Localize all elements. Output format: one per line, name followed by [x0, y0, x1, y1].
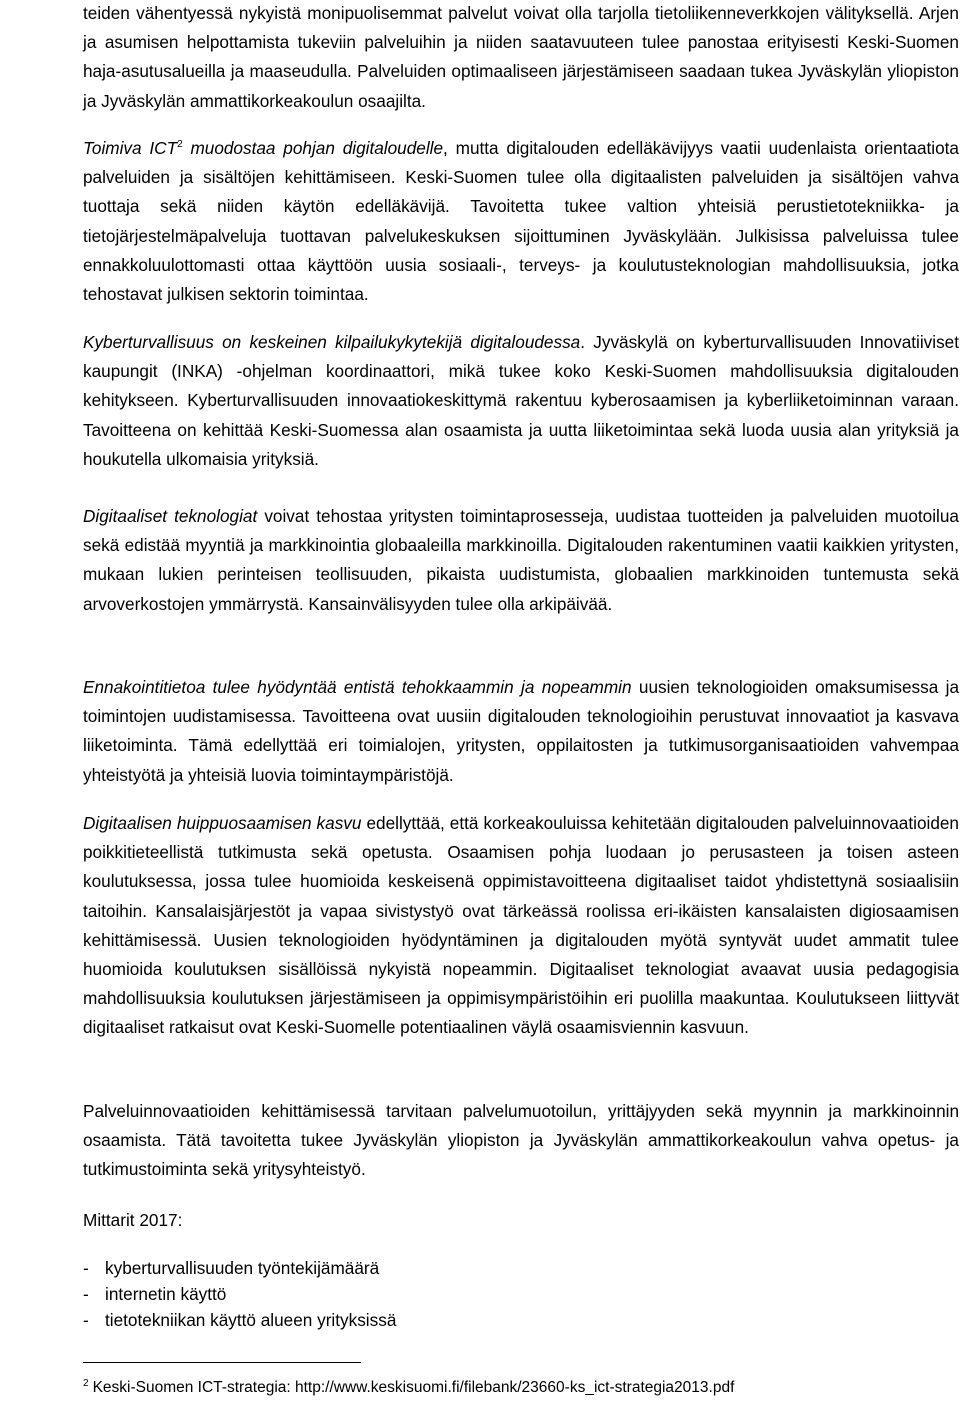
- list-item-text: internetin käyttö: [105, 1284, 227, 1304]
- paragraph-innovation: [83, 1097, 959, 1185]
- metrics-heading: [83, 1206, 959, 1235]
- footnote-number: 2: [83, 1378, 89, 1389]
- paragraph-ict: [83, 134, 959, 309]
- paragraph-text: teiden vähentyessä nykyistä monipuolisemmat palvelut voivat olla tarjolla tietoliikenneverkkojen välityksellä. Arjen ja asumisen helpottamista tukeviin palveluihin ja niiden saatavuuteen tulee panostaa erityisesti Keski-Suomen haja-asutusalueilla ja maaseudulla. Palveluiden optimaaliseen järjestämiseen saadaan tukea Jyväskylän yliopiston ja Jyväskylän ammattikorkeakoulun osaajilta.: [83, 3, 959, 111]
- emphasis-cyber: Kyberturvallisuus on keskeinen kilpailukykytekijä digitaloudessa: [83, 332, 581, 352]
- paragraph-tech: [83, 502, 959, 619]
- list-dash: -: [83, 1310, 89, 1330]
- paragraph-foresight: [83, 673, 959, 790]
- emphasis-tech: Digitaaliset teknologiat: [83, 506, 258, 526]
- paragraph-services: [83, 0, 959, 116]
- list-dash: -: [83, 1258, 89, 1278]
- paragraph-text: , mutta digitalouden edelläkävijyys vaatii uudenlaista orientaatiota palveluiden ja sisältöjen kehittämiseen. Keski-Suomen tulee olla digitaalisten palveluiden ja sisältöjen vahva tuottaja sekä niiden käytön edelläkävijä. Tavoitetta tukee valtion yhteisiä perustietotekniikka- ja tietojärjestelmäpalveluja tuottavan palvelukeskuksen sijoittuminen Jyväskylään. Julkisissa palveluissa tulee ennakkoluulottomasti ottaa käyttöön uusia sosiaali-, terveys- ja koulutusteknologian mahdollisuuksia, jotka tehostavat julkisen sektorin toimintaa.: [83, 138, 959, 305]
- footnote-text[interactable]: Keski-Suomen ICT-strategia: http://www.keskisuomi.fi/filebank/23660-ks_ict-strategia2013.pdf: [92, 1379, 735, 1396]
- list-item: [83, 1281, 396, 1307]
- paragraph-text: Palveluinnovaatioiden kehittämisessä tarvitaan palvelumuotoilun, yrittäjyyden sekä myynnin ja markkinoinnin osaamista. Tätä tavoitetta tukee Jyväskylän yliopiston ja Jyväskylän ammattikorkeakoulun vahva opetus- ja tutkimustoiminta sekä yritysyhteistyö.: [83, 1101, 959, 1180]
- emphasis-foresight: Ennakointitietoa tulee hyödyntää entistä tehokkaammin ja nopeammin: [83, 677, 632, 697]
- paragraph-text: edellyttää, että korkeakouluissa kehitetään digitalouden palveluinnovaatioiden poikkitieteellistä tutkimusta sekä opetusta. Osaamisen pohja luodaan jo perusasteen ja toisen asteen koulutuksessa, jossa tulee huomioida keskeisenä oppimistavoitteena digitaaliset taidot yhdistettynä sosiaalisiin taitoihin. Kansalaisjärjestöt ja vapaa sivistystyö ovat tärkeässä roolissa eri-ikäisten kansalaisten digiosaamisen kehittämisessä. Uusien teknologioiden hyödyntäminen ja digitalouden myötä syntyvät uudet ammatit tulee huomioida koulutuksen sisällöissä nykyistä nopeammin. Digitaaliset teknologiat avaavat uusia pedagogisia mahdollisuuksia koulutuksen järjestämiseen ja oppimisympäristöihin eri puolilla maakuntaa. Koulutukseen liittyvät digitaaliset ratkaisut ovat Keski-Suomelle potentiaalinen väylä osaamisviennin kasvuun.: [83, 813, 959, 1038]
- metrics-list: [83, 1255, 396, 1333]
- paragraph-text: voivat tehostaa yritysten toimintaprosesseja, uudistaa tuotteiden ja palveluiden muotoilua sekä edistää myyntiä ja markkinointia globaaleilla markkinoilla. Digitalouden rakentuminen vaatii kaikkien yritysten, mukaan lukien perinteisen teollisuuden, pikaista uudistumista, globaalien markkinoiden tuntemusta sekä arvoverkostojen ymmärrystä. Kansainvälisyyden tulee olla arkipäivää.: [83, 506, 959, 614]
- emphasis-ict-2: muodostaa pohjan digitaloudelle: [182, 138, 444, 158]
- list-item-text: kyberturvallisuuden työntekijämäärä: [105, 1258, 380, 1278]
- paragraph-cyber: [83, 328, 959, 474]
- footnote: [83, 1378, 734, 1398]
- paragraph-text: . Jyväskylä on kyberturvallisuuden Innovatiiviset kaupungit (INKA) -ohjelman koordinaattori, mikä tukee koko Keski-Suomen mahdollisuuksia digitalouden kehitykseen. Kyberturvallisuuden innovaatiokeskittymä rakentuu kyberosaamisen ja kyberliiketoiminnan varaan. Tavoitteena on kehittää Keski-Suomessa alan osaamista ja uutta liiketoimintaa sekä luoda uusia alan yrityksiä ja houkutella ulkomaisia yrityksiä.: [83, 332, 960, 469]
- list-item-text: tietotekniikan käyttö alueen yrityksissä: [105, 1310, 397, 1330]
- metrics-heading-text: Mittarit 2017:: [83, 1210, 183, 1230]
- emphasis-ict: Toimiva ICT: [83, 138, 178, 158]
- footnote-ref[interactable]: 2: [177, 139, 183, 150]
- list-item: [83, 1255, 396, 1281]
- emphasis-expertise: Digitaalisen huippuosaamisen kasvu: [83, 813, 362, 833]
- list-dash: -: [83, 1284, 89, 1304]
- paragraph-expertise: [83, 809, 959, 1043]
- footnote-divider: [83, 1362, 361, 1363]
- paragraph-text: uusien teknologioiden omaksumisessa ja toimintojen uudistamisessa. Tavoitteena ovat uusiin digitalouden teknologioihin perustuvat innovaatiot ja kasvava liiketoiminta. Tämä edellyttää eri toimialojen, yritysten, oppilaitosten ja tutkimusorganisaatioiden vahvempaa yhteistyötä ja yhteisiä luovia toimintaympäristöjä.: [83, 677, 960, 785]
- list-item: [83, 1307, 396, 1333]
